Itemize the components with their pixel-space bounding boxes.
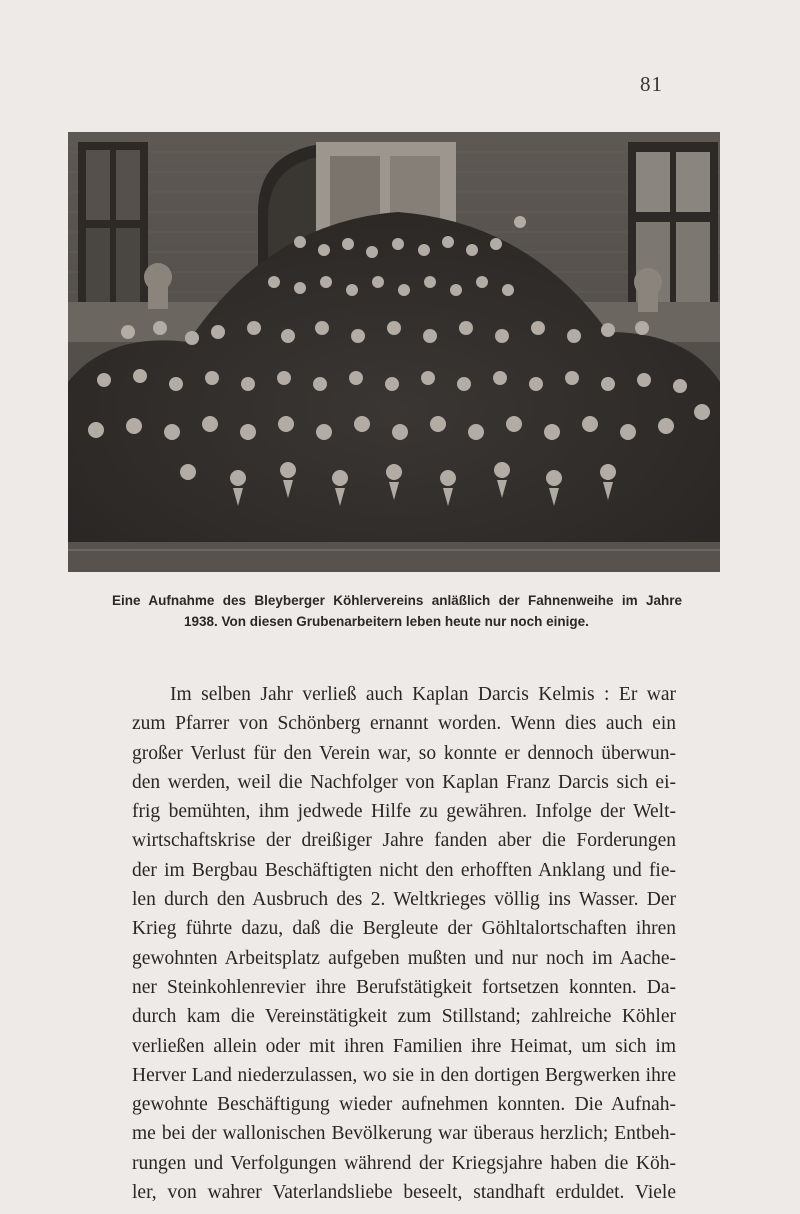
caption-line-2: 1938. Von diesen Grubenarbeitern leben heute nur noch einige. (184, 614, 589, 629)
text-line: den werden, weil die Nachfolger von Kaplan Franz Darcis sich ei- (132, 771, 676, 793)
caption-line-1: Eine Aufnahme des Bleyberger Köhlervereins anläßlich der Fahnenweihe im Jahre (112, 593, 682, 608)
text-line: rungen und Verfolgungen während der Kriegsjahre haben die Köh- (132, 1152, 676, 1174)
body-paragraph (132, 680, 676, 1207)
text-line: len durch den Ausbruch des 2. Weltkrieges völlig ins Wasser. Der (132, 889, 676, 911)
text-line: zum Pfarrer von Schönberg ernannt worden. Wenn dies auch ein (132, 713, 676, 735)
page-number: 81 (640, 72, 663, 96)
text-line: ner Steinkohlenrevier ihre Berufstätigkeit fortsetzen konnten. Da- (132, 976, 676, 998)
text-line: gewohnte Beschäftigung wieder aufnehmen konnten. Die Aufnah- (132, 1094, 676, 1116)
photo-caption (112, 590, 682, 632)
text-line: frig bemühten, ihm jedwede Hilfe zu gewähren. Infolge der Welt- (132, 801, 676, 823)
text-line: durch kam die Vereinstätigkeit zum Stillstand; zahlreiche Köhler (132, 1006, 676, 1028)
text-line: der im Bergbau Beschäftigten nicht den erhofften Anklang und fie- (132, 859, 676, 881)
text-line: Herver Land niederzulassen, wo sie in den dortigen Bergwerken ihre (132, 1064, 676, 1086)
text-line: wirtschaftskrise der dreißiger Jahre fanden aber die Forderungen (132, 830, 676, 852)
text-line: Im selben Jahr verließ auch Kaplan Darcis Kelmis : Er war (170, 684, 676, 705)
group-photograph-icon (68, 132, 720, 572)
text-line: me bei der wallonischen Bevölkerung war überaus herzlich; Entbeh- (132, 1123, 676, 1145)
text-line: gewohnten Arbeitsplatz aufgeben mußten und nur noch im Aache- (132, 947, 676, 969)
group-photograph (68, 132, 720, 572)
text-line: verließen allein oder mit ihren Familien ihre Heimat, um sich im (132, 1035, 676, 1057)
text-line: großer Verlust für den Verein war, so konnte er dennoch überwun- (132, 742, 676, 764)
text-line: Krieg führte dazu, daß die Bergleute der Göhltalortschaften ihren (132, 918, 676, 940)
text-line: ler, von wahrer Vaterlandsliebe beseelt, standhaft erduldet. Viele (132, 1182, 676, 1204)
